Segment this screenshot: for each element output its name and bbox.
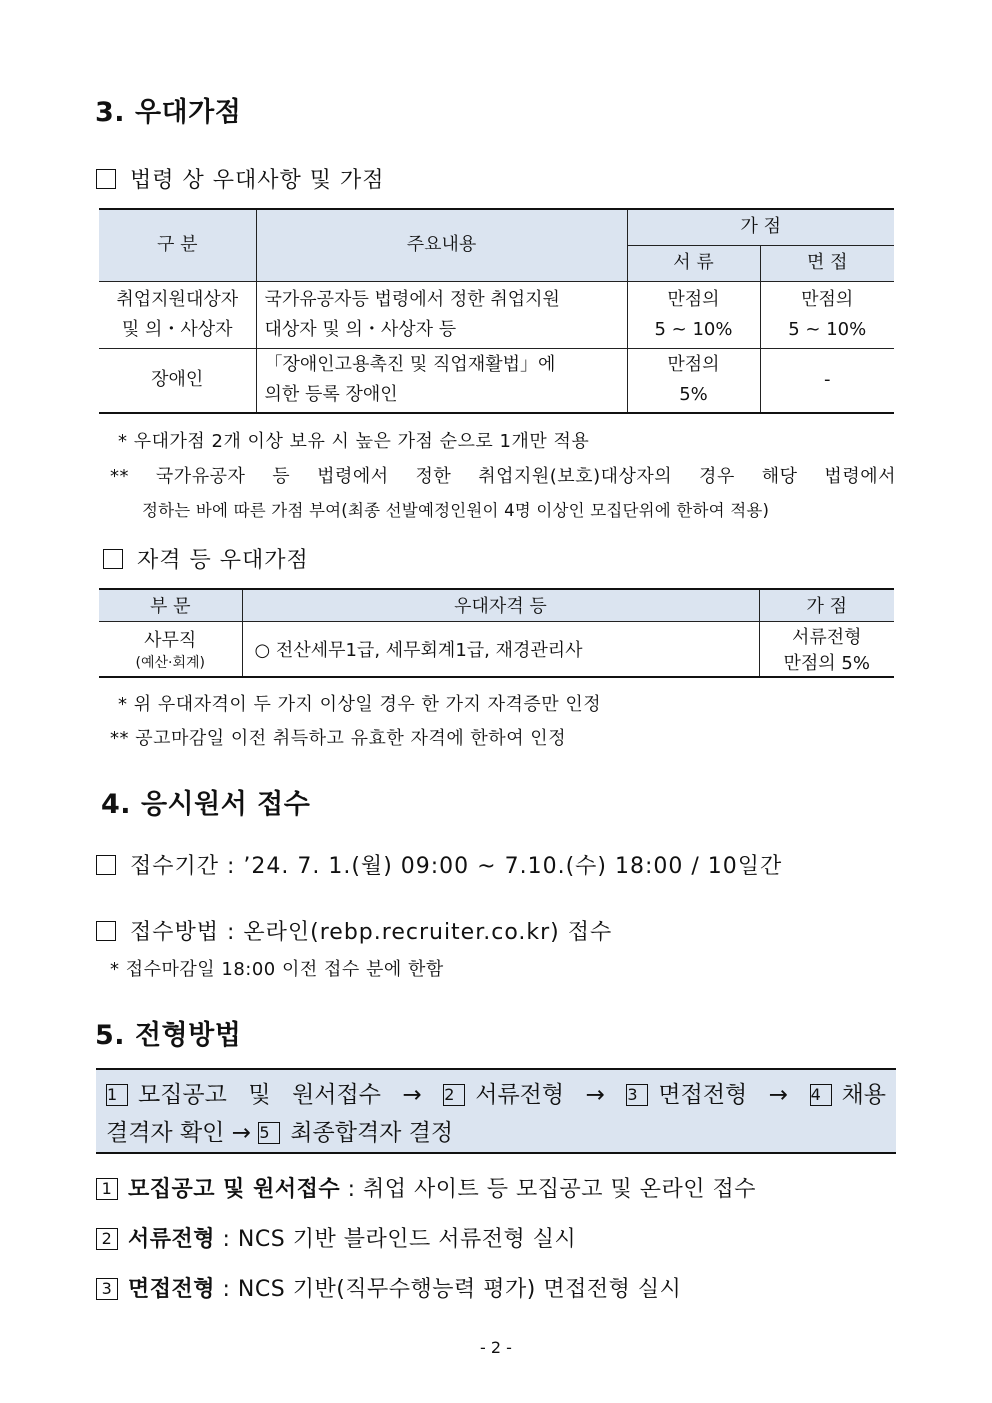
subheading-legal-preference [96,163,385,194]
step-3-description: 3 면접전형 : NCS 기반(직무수행능력 평가) 면접전형 실시 [96,1272,681,1303]
checkbox-square-icon [96,855,116,875]
cell-content: 국가유공자등 법령에서 정한 취업지원 대상자 및 의・사상자 등 [256,281,627,348]
section-5-title: 5. 전형방법 [95,1020,242,1051]
step-number-3: 3 [96,1278,118,1300]
application-note: * 접수마감일 18:00 이전 접수 분에 한함 [110,959,444,980]
header-gubun: 구 분 [99,209,256,281]
header-qualification: 우대자격 등 [242,589,759,621]
checkbox-square-icon [96,921,116,941]
step-number-4: 4 [810,1084,832,1106]
note-2-line2: 정하는 바에 따른 가점 부여(최종 선발예정인원이 4명 이상인 모집단위에 한하여 적용) [142,501,770,520]
application-period-text: 접수기간 : ’24. 7. 1.(월) 09:00 ~ 7.10.(수) 18:00 / 10일간 [130,854,783,879]
note-2-line1: ** 국가유공자 등 법령에서 정한 취업지원(보호)대상자의 경우 해당 법령에서 [110,466,896,487]
table-row [99,348,894,413]
step-number-1: 1 [96,1178,118,1200]
flow-line-1: 1 모집공고 및 원서접수 → 2 서류전형 → 3 면접전형 → 4 채용 [107,1082,886,1108]
cell-doc-points: 만점의 5% [627,348,760,413]
step-1-description: 1 모집공고 및 원서접수 : 취업 사이트 등 모집공고 및 온라인 접수 [96,1172,756,1203]
section-4-title: 4. 응시원서 접수 [101,789,311,820]
header-content: 주요내용 [256,209,627,281]
cell-division: 사무직 (예산·회계) [99,621,242,677]
step-number-2: 2 [443,1084,465,1106]
subheading-text: 자격 등 우대가점 [137,548,309,573]
application-period [96,849,782,880]
qualification-table [99,588,894,678]
step-number-1: 1 [106,1084,128,1106]
cell-category: 장애인 [99,348,256,413]
cell-int-points: - [760,348,894,413]
header-division: 부 문 [99,589,242,621]
selection-process-flow [96,1068,896,1154]
cell-qualification: ○ 전산세무1급, 세무회계1급, 재경관리사 [242,621,759,677]
cell-points: 서류전형 만점의 5% [759,621,894,677]
cell-category: 취업지원대상자 및 의・사상자 [99,281,256,348]
step-number-2: 2 [96,1228,118,1250]
application-method-text: 접수방법 : 온라인(rebp.recruiter.co.kr) 접수 [130,920,613,945]
subheading-text: 법령 상 우대사항 및 가점 [130,168,385,193]
table-row [99,281,894,348]
header-interview: 면 접 [760,245,894,281]
table-row [99,621,894,677]
cell-doc-points: 만점의 5 ~ 10% [627,281,760,348]
note-1: * 우대가점 2개 이상 보유 시 높은 가점 순으로 1개만 적용 [118,431,590,452]
note-3: * 위 우대자격이 두 가지 이상일 경우 한 가지 자격증만 인정 [118,694,602,715]
legal-preference-table [99,208,894,414]
application-method [96,915,612,946]
header-points: 가 점 [759,589,894,621]
cell-int-points: 만점의 5 ~ 10% [760,281,894,348]
header-document: 서 류 [627,245,760,281]
section-3-title: 3. 우대가점 [95,97,242,128]
step-number-3: 3 [626,1084,648,1106]
flow-line-2: 결격자 확인 → 5 최종합격자 결정 [106,1120,454,1146]
checkbox-square-icon [96,169,116,189]
cell-content: 「장애인고용촉진 및 직업재활법」에 의한 등록 장애인 [256,348,627,413]
subheading-qualification [103,543,309,574]
page-number: - 2 - [480,1338,512,1357]
header-points: 가 점 [627,209,894,245]
step-number-5: 5 [258,1122,280,1144]
checkbox-square-icon [103,549,123,569]
note-4: ** 공고마감일 이전 취득하고 유효한 자격에 한하여 인정 [110,728,567,749]
step-2-description: 2 서류전형 : NCS 기반 블라인드 서류전형 실시 [96,1222,576,1253]
